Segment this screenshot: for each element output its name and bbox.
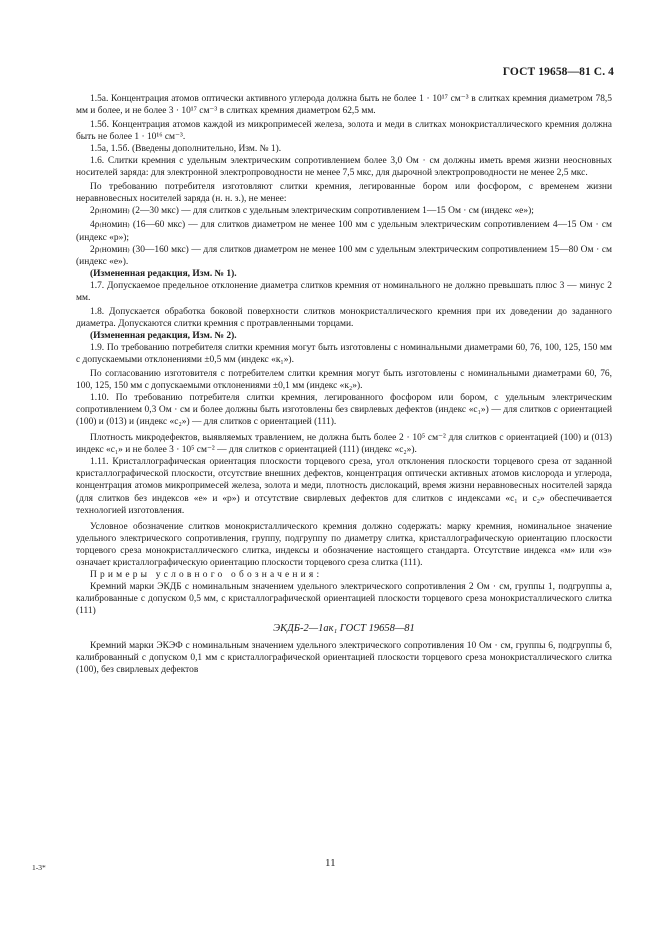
- paragraph: 1.5а. Концентрация атомов оптически активного углерода должна быть не более 1 · 10¹⁷ см⁻³ в слитках кремния диаметром 78,5 мм и более, и не более 3 · 10¹⁷ см⁻³ в слитках кремния диаметром 62,5 мм.: [76, 94, 612, 117]
- paragraph: 1.7. Допускаемое предельное отклонение диаметра слитков кремния от номинального не должно превышать плюс 3 — минус 2 мм.: [76, 280, 612, 303]
- document-body: [76, 93, 612, 676]
- paragraph: Кремний марки ЭКДБ с номинальным значением удельного электрического сопротивления 2 Ом · см, группы 1, подгруппы а, калиброванные с допуском 0,5 мм, с кристаллографической ориентацией плоскости торцевого среза монокристаллического слитка (111): [76, 581, 612, 616]
- paragraph: Плотность микродефектов, выявляемых травлением, не должна быть более 2 · 10⁵ см⁻² для слитков с ориентацией (100) и (013) индекс «с₁» и не более 3 · 10⁵ см⁻² — для слитков с ориентацией (111) (индекс «с₂»).: [76, 433, 612, 456]
- paragraph: По требованию потребителя изготовляют слитки кремния, легированные бором или фосфором, с временем жизни неравновесных носителей заряда (н. н. з.), не менее:: [76, 182, 612, 205]
- paragraph: Кремний марки ЭКЭФ с номинальным значением удельного электрического сопротивления 10 Ом · см, группы 6, подгруппы б, калиброванный с допуском 0,1 мм с кристаллографической ориентацией плоскости торцевого среза монокристаллического слитка (100), без свирлевых дефектов: [76, 641, 612, 676]
- paragraph: 1.5б. Концентрация атомов каждой из микропримесей железа, золота и меди в слитках монокристаллического кремния должна быть не более 1 · 10¹⁶ см⁻³.: [76, 120, 612, 143]
- paragraph: 1.6. Слитки кремния с удельным электрическим сопротивлением более 3,0 Ом · см должны иметь время жизни неосновных носителей заряда: для электронной электропроводности не менее 7,5 мкс, для дырочной электропроводности не менее 2,5 мкс.: [76, 156, 612, 179]
- paragraph: 1.9. По требованию потребителя слитки кремния могут быть изготовлены с номинальными диаметрами 60, 76, 100, 125, 150 мм с допускаемыми отклонениями ±0,5 мм (индекс «к₁»).: [76, 342, 612, 365]
- page-number: 11: [325, 857, 336, 869]
- paragraph: (Измененная редакция, Изм. № 1).: [90, 268, 237, 279]
- page-header: ГОСТ 19658—81 С. 4: [502, 66, 614, 78]
- paragraph: Примеры условного обозначения:: [90, 569, 323, 580]
- paragraph: По согласованию изготовителя с потребителем слитки кремния могут быть изготовлены с номинальными диаметрами 60, 76, 100, 125, 150 мм с допускаемыми отклонениями ±0,1 мм (индекс «к₂»).: [76, 369, 612, 392]
- paragraph: ЭКДБ-2—1ак₁ ГОСТ 19658—81: [273, 622, 415, 634]
- paragraph: 2ρ₍номин₎ (2—30 мкс) — для слитков с удельным электрическим сопротивлением 1—15 Ом · см (индекс «е»);: [90, 206, 534, 217]
- paragraph: 1.11. Кристаллографическая ориентация плоскости торцевого среза, угол отклонения плоскости торцевого среза от заданной кристаллографической плоскости, отсутствие внешних дефектов, концентрация оптически активных атомов кислорода и углерода, концентрация атомов микропримесей железа, золота и меди, плотность дислокаций, время жизни неравновесных носителей заряда (для слитков без индексов «е» и «р») и отсутствие свирлевых дефектов для слитков с индексами «с₁ и с₂» обеспечивается технологией изготовления.: [76, 457, 612, 516]
- paragraph: 1.8. Допускается обработка боковой поверхности слитков монокристаллического кремния при их доведении до заданного диаметра. Допускаются слитки кремния с протравленными торцами.: [76, 306, 612, 329]
- paragraph: 4ρ₍номин₎ (16—60 мкс) — для слитков диаметром не менее 100 мм с удельным электрическим сопротивлением 4—15 Ом · см (индекс «р»);: [76, 220, 612, 243]
- paragraph: 2ρ₍номин₎ (30—160 мкс) — для слитков диаметром не менее 100 мм с удельным электрическим сопротивлением 15—80 Ом · см (индекс «е»).: [76, 244, 612, 267]
- print-mark: 1-3*: [32, 863, 46, 872]
- paragraph: Условное обозначение слитков монокристаллического кремния должно содержать: марку кремния, номинальное значение удельного электрического сопротивления, группу, подгруппу по диаметру слитка, кристаллографическую ориентацию плоскости торцевого среза монокристаллического слитка, индексы и обозначение настоящего стандарта. Отсутствие индекса «м» или «э» означает кристаллографическую ориентацию плоскости торцевого среза слитка (111).: [76, 521, 612, 568]
- paragraph: 1.5а, 1.5б. (Введены дополнительно, Изм. № 1).: [90, 144, 282, 155]
- paragraph: 1.10. По требованию потребителя слитки кремния, легированного фосфором или бором, с удельным электрическим сопротивлением 0,3 Ом · см и более должны быть изготовлены без свирлевых дефектов (индекс «с₁») — для слитков с ориентацией (100) и (013) и (индекс «с₂») — для слитков с ориентацией (111).: [76, 393, 612, 428]
- paragraph: (Измененная редакция, Изм. № 2).: [90, 330, 237, 341]
